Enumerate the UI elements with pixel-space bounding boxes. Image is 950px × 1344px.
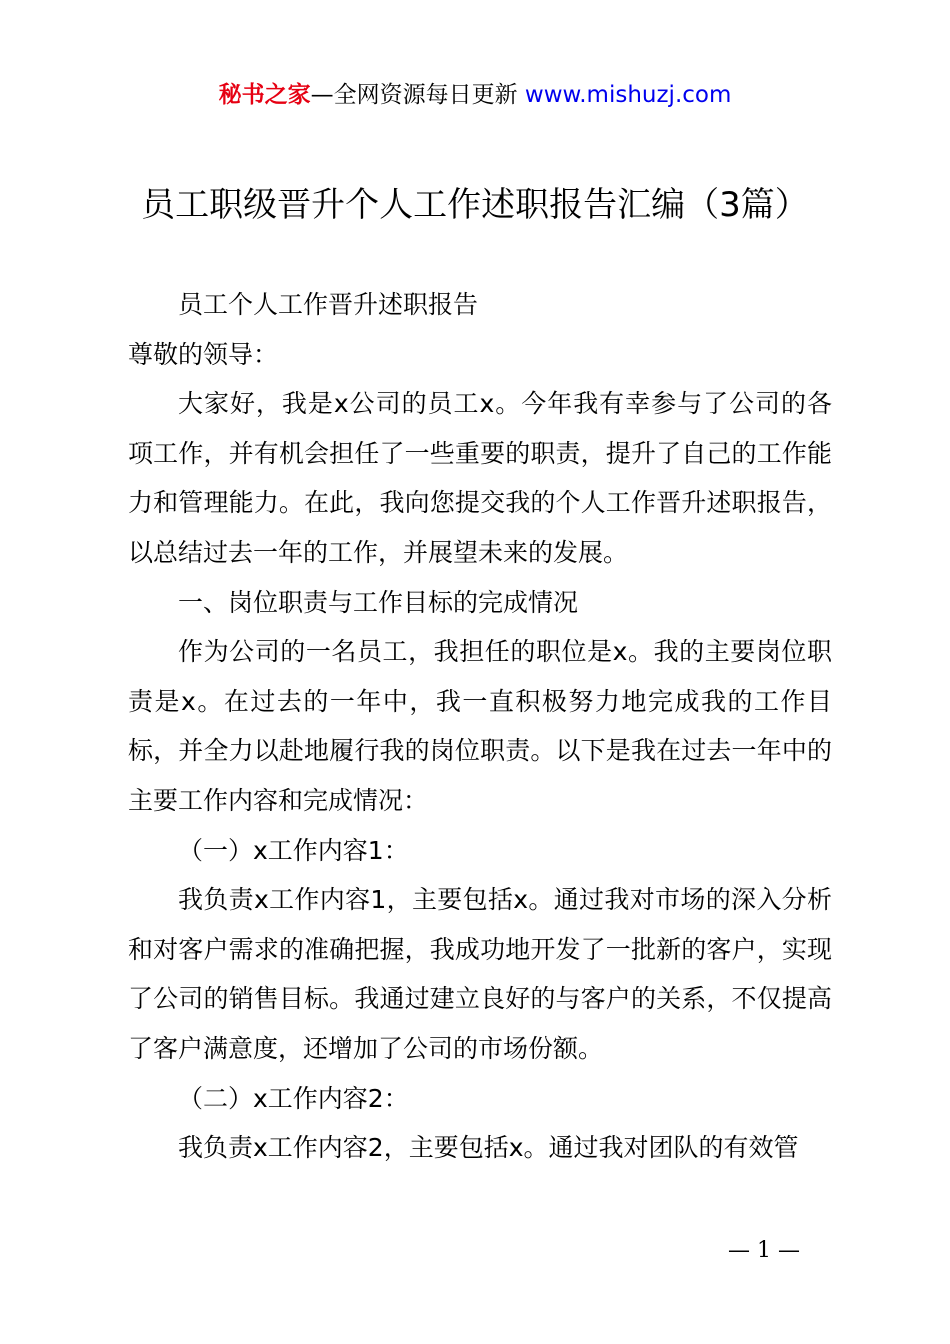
document-body bbox=[128, 280, 832, 1173]
site-url[interactable]: www.mishuzj.com bbox=[524, 82, 732, 108]
header-tagline: —全网资源每日更新 bbox=[310, 82, 525, 108]
section-heading: 一、岗位职责与工作目标的完成情况 bbox=[178, 587, 579, 617]
body-paragraph: 我负责x工作内容2，主要包括x。通过我对团队的有效管 bbox=[178, 1133, 799, 1163]
document-title: 员工职级晋升个人工作述职报告汇编（3篇） bbox=[141, 185, 809, 225]
brand-name: 秘书之家 bbox=[218, 82, 311, 108]
body-paragraph: 大家好，我是x公司的员工x。今年我有幸参与了公司的各项工作，并有机会担任了一些重要的职责，提升了自己的工作能力和管理能力。在此，我向您提交我的个人工作晋升述职报告，以总结过去一年的工作，并展望未来的发展。 bbox=[128, 389, 832, 567]
site-header bbox=[0, 78, 950, 112]
salutation: 尊敬的领导： bbox=[128, 339, 279, 369]
subsection-heading: （一）x工作内容1： bbox=[178, 835, 409, 865]
page-number: — 1 — bbox=[728, 1238, 800, 1263]
report-subtitle: 员工个人工作晋升述职报告 bbox=[178, 290, 479, 319]
body-paragraph: 我负责x工作内容1，主要包括x。通过我对市场的深入分析和对客户需求的准确把握，我成功地开发了一批新的客户，实现了公司的销售目标。我通过建立良好的与客户的关系，不仅提高了客户满意度，还增加了公司的市场份额。 bbox=[128, 885, 832, 1063]
subsection-heading: （二）x工作内容2： bbox=[178, 1083, 409, 1113]
body-paragraph: 作为公司的一名员工，我担任的职位是x。我的主要岗位职责是x。在过去的一年中，我一直积极努力地完成我的工作目标，并全力以赴地履行我的岗位职责。以下是我在过去一年中的主要工作内容和完成情况： bbox=[128, 637, 832, 815]
